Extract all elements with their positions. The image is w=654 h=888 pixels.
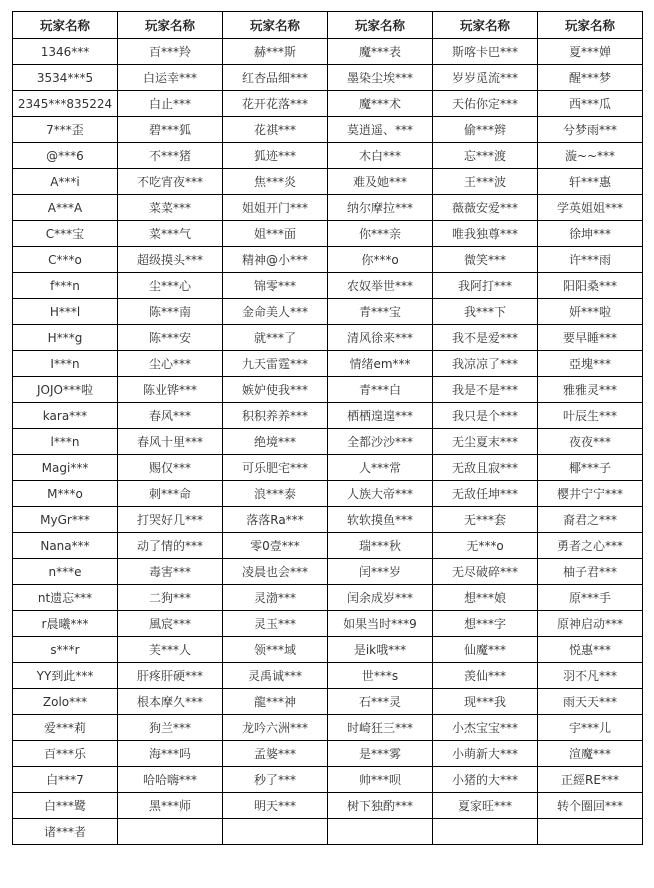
column-header: 玩家名称 xyxy=(223,12,328,39)
player-name-cell: 我凉凉了*** xyxy=(433,351,538,377)
player-name-cell: Nana*** xyxy=(13,533,118,559)
player-name-cell: 陈***南 xyxy=(118,299,223,325)
player-name-cell: 妍***啦 xyxy=(538,299,643,325)
player-name-cell: 无尽破碎*** xyxy=(433,559,538,585)
player-name-cell: 灵禹诚*** xyxy=(223,663,328,689)
player-name-cell: 王***波 xyxy=(433,169,538,195)
player-name-cell: 想***字 xyxy=(433,611,538,637)
player-name-cell: 夜夜*** xyxy=(538,429,643,455)
table-row xyxy=(13,91,643,117)
player-name-cell: 刺***命 xyxy=(118,481,223,507)
player-name-cell: 薇薇安爱*** xyxy=(433,195,538,221)
player-name-cell: kara*** xyxy=(13,403,118,429)
player-name-cell: H***l xyxy=(13,299,118,325)
player-name-cell: r晨曦*** xyxy=(13,611,118,637)
player-name-cell: 天佑你定*** xyxy=(433,91,538,117)
player-name-cell: 瑞***秋 xyxy=(328,533,433,559)
player-name-cell: 白***7 xyxy=(13,767,118,793)
column-header: 玩家名称 xyxy=(433,12,538,39)
player-name-cell: 纳尔摩拉*** xyxy=(328,195,433,221)
table-row xyxy=(13,221,643,247)
player-name-cell: 我只是个*** xyxy=(433,403,538,429)
table-row xyxy=(13,377,643,403)
player-name-cell: 无***套 xyxy=(433,507,538,533)
table-row xyxy=(13,585,643,611)
player-name-cell: 灵玉*** xyxy=(223,611,328,637)
player-name-cell: 转个圈回*** xyxy=(538,793,643,819)
player-name-cell: 是ik哦*** xyxy=(328,637,433,663)
player-name-table xyxy=(12,11,643,845)
player-name-cell: 亞塊*** xyxy=(538,351,643,377)
player-name-cell: 1346*** xyxy=(13,39,118,65)
player-name-cell: 原神启动*** xyxy=(538,611,643,637)
table-row xyxy=(13,507,643,533)
player-name-cell: 我***下 xyxy=(433,299,538,325)
player-name-cell: 人***常 xyxy=(328,455,433,481)
player-name-cell xyxy=(538,819,643,845)
table-row xyxy=(13,767,643,793)
player-name-cell: 哈哈嗨*** xyxy=(118,767,223,793)
player-name-cell: 菜菜*** xyxy=(118,195,223,221)
player-name-cell: 勇者之心*** xyxy=(538,533,643,559)
player-name-cell: 阳阳桑*** xyxy=(538,273,643,299)
player-name-cell: 九天雷霆*** xyxy=(223,351,328,377)
player-name-cell: 清风徐来*** xyxy=(328,325,433,351)
player-name-cell: 想***娘 xyxy=(433,585,538,611)
player-name-cell: 凌晨也会*** xyxy=(223,559,328,585)
table-row xyxy=(13,195,643,221)
player-name-cell: 渲魔*** xyxy=(538,741,643,767)
player-name-cell: 黑***师 xyxy=(118,793,223,819)
player-name-cell: 陈***安 xyxy=(118,325,223,351)
column-header: 玩家名称 xyxy=(13,12,118,39)
player-name-cell: 微笑*** xyxy=(433,247,538,273)
player-name-cell: 花祺*** xyxy=(223,117,328,143)
player-name-cell: 白***鹭 xyxy=(13,793,118,819)
player-name-cell: 要早睡*** xyxy=(538,325,643,351)
player-name-cell: 全都沙沙*** xyxy=(328,429,433,455)
player-name-cell: 如果当时***9 xyxy=(328,611,433,637)
player-name-cell: 宇***儿 xyxy=(538,715,643,741)
player-list-container xyxy=(12,11,643,845)
player-name-cell: 尘***心 xyxy=(118,273,223,299)
player-name-cell: 魔***术 xyxy=(328,91,433,117)
player-name-cell: 柚子君*** xyxy=(538,559,643,585)
player-name-cell: 白运幸*** xyxy=(118,65,223,91)
table-row xyxy=(13,429,643,455)
player-name-cell: 许***雨 xyxy=(538,247,643,273)
player-name-cell: 锦零*** xyxy=(223,273,328,299)
table-row xyxy=(13,247,643,273)
player-name-cell: f***n xyxy=(13,273,118,299)
player-name-cell: Zolo*** xyxy=(13,689,118,715)
player-name-cell: 可乐肥宅*** xyxy=(223,455,328,481)
player-name-cell: 莫逍遥、*** xyxy=(328,117,433,143)
player-name-cell: C***o xyxy=(13,247,118,273)
player-name-cell: 菜***气 xyxy=(118,221,223,247)
player-name-cell: 赐仅*** xyxy=(118,455,223,481)
player-name-cell: I***n xyxy=(13,351,118,377)
player-name-cell: 你***亲 xyxy=(328,221,433,247)
player-name-cell: 闰***岁 xyxy=(328,559,433,585)
player-name-cell: 青***白 xyxy=(328,377,433,403)
player-name-cell: nt遗忘*** xyxy=(13,585,118,611)
player-name-cell: Magi*** xyxy=(13,455,118,481)
player-name-cell: 碧***狐 xyxy=(118,117,223,143)
player-name-cell: 3534***5 xyxy=(13,65,118,91)
player-name-cell: 狗兰*** xyxy=(118,715,223,741)
player-name-cell: 斯喀卡巴*** xyxy=(433,39,538,65)
player-name-cell: 焦***炎 xyxy=(223,169,328,195)
player-name-cell: 秒了*** xyxy=(223,767,328,793)
player-name-cell: 赫***斯 xyxy=(223,39,328,65)
player-name-cell: 无敌任坤*** xyxy=(433,481,538,507)
player-name-cell: 农奴举世*** xyxy=(328,273,433,299)
player-name-cell: 兮梦雨*** xyxy=(538,117,643,143)
player-name-cell: 金命美人*** xyxy=(223,299,328,325)
player-name-cell: MyGr*** xyxy=(13,507,118,533)
player-name-cell: 时崎狂三*** xyxy=(328,715,433,741)
column-header: 玩家名称 xyxy=(328,12,433,39)
player-name-cell: H***g xyxy=(13,325,118,351)
player-name-cell: 情绪em*** xyxy=(328,351,433,377)
player-name-cell: 仙魔*** xyxy=(433,637,538,663)
table-row xyxy=(13,689,643,715)
player-name-cell: 醒***梦 xyxy=(538,65,643,91)
player-name-cell: 小杰宝宝*** xyxy=(433,715,538,741)
player-name-cell: 绝境*** xyxy=(223,429,328,455)
table-row xyxy=(13,533,643,559)
player-name-cell: 打哭好几*** xyxy=(118,507,223,533)
player-name-cell: 明天*** xyxy=(223,793,328,819)
player-name-cell: M***o xyxy=(13,481,118,507)
player-name-cell: 孟婆*** xyxy=(223,741,328,767)
table-row xyxy=(13,793,643,819)
player-name-cell: 西***瓜 xyxy=(538,91,643,117)
player-name-cell: 精神@小*** xyxy=(223,247,328,273)
player-name-cell: 椰***子 xyxy=(538,455,643,481)
player-name-cell: 雨天天*** xyxy=(538,689,643,715)
player-name-cell: 我是不是*** xyxy=(433,377,538,403)
player-name-cell: 百***乐 xyxy=(13,741,118,767)
player-name-cell: 羽不凡*** xyxy=(538,663,643,689)
player-name-cell: YY到此*** xyxy=(13,663,118,689)
table-row xyxy=(13,611,643,637)
player-name-cell: 春风十里*** xyxy=(118,429,223,455)
table-row xyxy=(13,143,643,169)
player-name-cell: 龙吟六洲*** xyxy=(223,715,328,741)
player-name-cell: 樱井宁宁*** xyxy=(538,481,643,507)
player-name-cell: 青***宝 xyxy=(328,299,433,325)
player-name-cell: 夏家旺*** xyxy=(433,793,538,819)
player-name-cell: 木白*** xyxy=(328,143,433,169)
player-name-cell: 悦惠*** xyxy=(538,637,643,663)
player-name-cell: 无敌且寂*** xyxy=(433,455,538,481)
player-name-cell: 不吃宵夜*** xyxy=(118,169,223,195)
player-name-cell: 超级摸头*** xyxy=(118,247,223,273)
player-name-cell xyxy=(223,819,328,845)
player-name-cell: 无***o xyxy=(433,533,538,559)
column-header: 玩家名称 xyxy=(538,12,643,39)
table-row xyxy=(13,455,643,481)
player-name-cell: 积积养养*** xyxy=(223,403,328,429)
player-name-cell: 芙***人 xyxy=(118,637,223,663)
table-row xyxy=(13,351,643,377)
player-name-cell: 雅雅灵*** xyxy=(538,377,643,403)
player-name-cell: JOJO***啦 xyxy=(13,377,118,403)
player-name-cell: 我不是爱*** xyxy=(433,325,538,351)
table-row xyxy=(13,715,643,741)
table-row xyxy=(13,299,643,325)
player-name-cell: 羡仙*** xyxy=(433,663,538,689)
player-name-cell: 就***了 xyxy=(223,325,328,351)
player-name-cell: 漩~~*** xyxy=(538,143,643,169)
table-row xyxy=(13,117,643,143)
player-name-cell: 狐迹*** xyxy=(223,143,328,169)
player-name-cell: 肝疼肝硬*** xyxy=(118,663,223,689)
player-name-cell: 姐姐开门*** xyxy=(223,195,328,221)
player-name-cell: 小萌新大*** xyxy=(433,741,538,767)
player-name-cell: 墨染尘埃*** xyxy=(328,65,433,91)
player-name-cell: 根本摩久*** xyxy=(118,689,223,715)
player-name-cell: 无尘夏末*** xyxy=(433,429,538,455)
player-name-cell: 落落Ra*** xyxy=(223,507,328,533)
player-name-cell: C***宝 xyxy=(13,221,118,247)
player-name-cell: 零0壹*** xyxy=(223,533,328,559)
player-name-cell: 叶辰生*** xyxy=(538,403,643,429)
player-name-cell: 是***雾 xyxy=(328,741,433,767)
table-body xyxy=(13,39,643,845)
column-header: 玩家名称 xyxy=(118,12,223,39)
player-name-cell: 学英姐姐*** xyxy=(538,195,643,221)
player-name-cell: 帅***呗 xyxy=(328,767,433,793)
player-name-cell: 海***吗 xyxy=(118,741,223,767)
player-name-cell: 领***域 xyxy=(223,637,328,663)
table-row xyxy=(13,403,643,429)
player-name-cell: 难及她*** xyxy=(328,169,433,195)
table-row xyxy=(13,481,643,507)
player-name-cell: 动了情的*** xyxy=(118,533,223,559)
player-name-cell: 裔君之*** xyxy=(538,507,643,533)
player-name-cell: 世***s xyxy=(328,663,433,689)
player-name-cell: 風宸*** xyxy=(118,611,223,637)
player-name-cell: 轩***惠 xyxy=(538,169,643,195)
table-row xyxy=(13,169,643,195)
player-name-cell: 陈业铧*** xyxy=(118,377,223,403)
player-name-cell: 白止*** xyxy=(118,91,223,117)
table-row xyxy=(13,325,643,351)
player-name-cell: 现***我 xyxy=(433,689,538,715)
table-row xyxy=(13,65,643,91)
player-name-cell: 我阿打*** xyxy=(433,273,538,299)
player-name-cell: 诸***者 xyxy=(13,819,118,845)
player-name-cell: 浪***泰 xyxy=(223,481,328,507)
player-name-cell: A***A xyxy=(13,195,118,221)
player-name-cell: 软软摸鱼*** xyxy=(328,507,433,533)
player-name-cell: 不***猪 xyxy=(118,143,223,169)
player-name-cell: 7***歪 xyxy=(13,117,118,143)
player-name-cell: 春风*** xyxy=(118,403,223,429)
player-name-cell: 夏***婵 xyxy=(538,39,643,65)
player-name-cell xyxy=(433,819,538,845)
player-name-cell: 栖栖遑遑*** xyxy=(328,403,433,429)
player-name-cell: 闰余成岁*** xyxy=(328,585,433,611)
player-name-cell: 小猪的大*** xyxy=(433,767,538,793)
table-row xyxy=(13,637,643,663)
player-name-cell: 原***手 xyxy=(538,585,643,611)
player-name-cell: 唯我独尊*** xyxy=(433,221,538,247)
player-name-cell: 二狗*** xyxy=(118,585,223,611)
player-name-cell: 毒害*** xyxy=(118,559,223,585)
header-row xyxy=(13,12,643,39)
player-name-cell: s***r xyxy=(13,637,118,663)
player-name-cell: 爱***莉 xyxy=(13,715,118,741)
player-name-cell: 徐坤*** xyxy=(538,221,643,247)
player-name-cell: 红杏品细*** xyxy=(223,65,328,91)
player-name-cell: 百***羚 xyxy=(118,39,223,65)
player-name-cell: 岁岁觅流*** xyxy=(433,65,538,91)
table-row xyxy=(13,819,643,845)
player-name-cell: 2345***835224 xyxy=(13,91,118,117)
player-name-cell: 尘心*** xyxy=(118,351,223,377)
table-row xyxy=(13,39,643,65)
table-row xyxy=(13,663,643,689)
table-row xyxy=(13,559,643,585)
player-name-cell: 灵渤*** xyxy=(223,585,328,611)
player-name-cell: 嫉妒使我*** xyxy=(223,377,328,403)
player-name-cell: 龍***神 xyxy=(223,689,328,715)
player-name-cell: 树下独酌*** xyxy=(328,793,433,819)
table-row xyxy=(13,741,643,767)
player-name-cell: l***n xyxy=(13,429,118,455)
player-name-cell xyxy=(118,819,223,845)
player-name-cell: @***6 xyxy=(13,143,118,169)
player-name-cell: 魔***表 xyxy=(328,39,433,65)
player-name-cell: 姐***面 xyxy=(223,221,328,247)
player-name-cell: 你***o xyxy=(328,247,433,273)
player-name-cell: 忘***渡 xyxy=(433,143,538,169)
player-name-cell: 人族大帝*** xyxy=(328,481,433,507)
player-name-cell: 正經RE*** xyxy=(538,767,643,793)
player-name-cell: n***e xyxy=(13,559,118,585)
player-name-cell: A***i xyxy=(13,169,118,195)
player-name-cell: 花开花落*** xyxy=(223,91,328,117)
player-name-cell xyxy=(328,819,433,845)
player-name-cell: 偷***辫 xyxy=(433,117,538,143)
player-name-cell: 石***灵 xyxy=(328,689,433,715)
table-row xyxy=(13,273,643,299)
